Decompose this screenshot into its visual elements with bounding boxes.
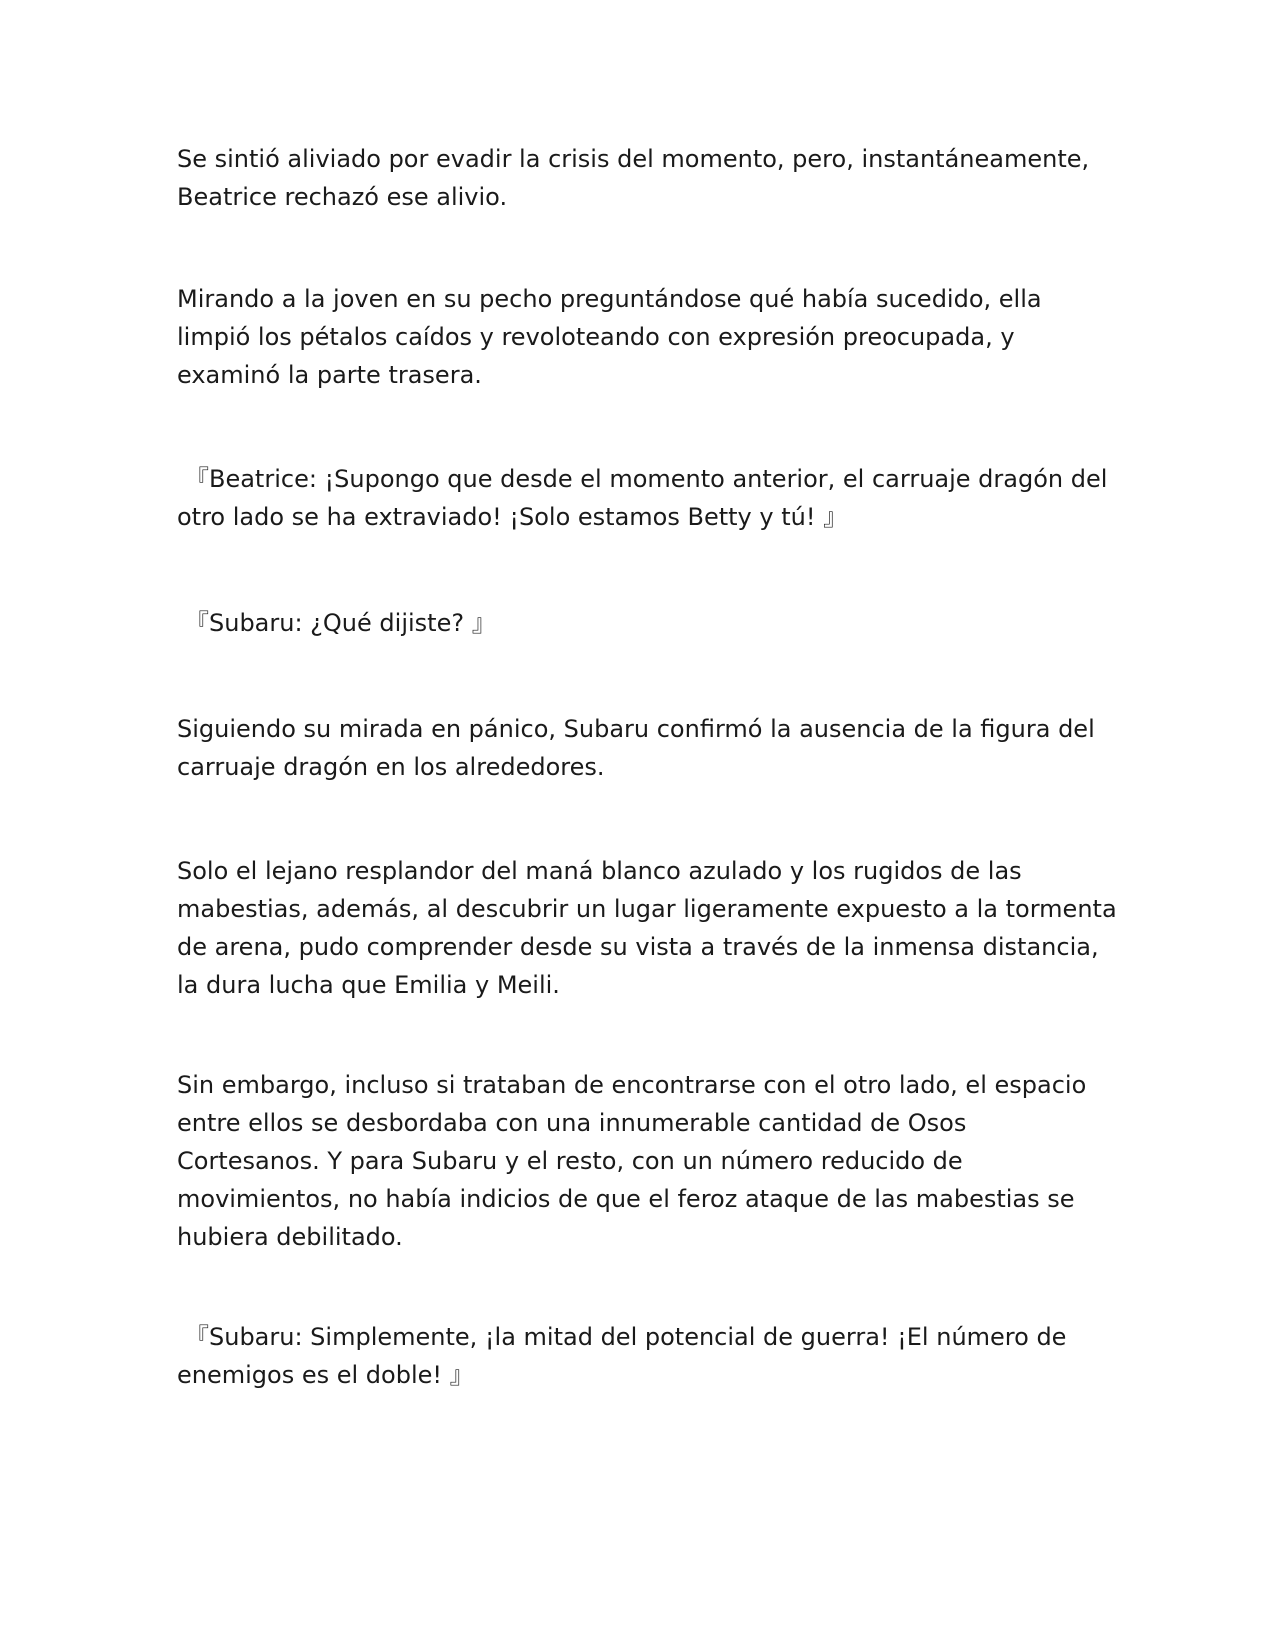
text-line: Cortesanos. Y para Subaru y el resto, con un número reducido de [177, 1147, 963, 1175]
text-line: la dura lucha que Emilia y Meili. [177, 971, 560, 999]
dialogue-subaru-1 [177, 604, 1107, 642]
text-line: Se sintió aliviado por evadir la crisis del momento, pero, instantáneamente, [177, 145, 1090, 173]
text-line: mabestias, además, al descubrir un lugar ligeramente expuesto a la tormenta [177, 895, 1117, 923]
text-line: Beatrice rechazó ese alivio. [177, 183, 508, 211]
text-line: carruaje dragón en los alrededores. [177, 753, 605, 781]
paragraph-4 [177, 852, 1117, 1004]
paragraph-2 [177, 280, 1107, 394]
text-line: 『Subaru: ¿Qué dijiste? 』 [185, 609, 496, 637]
text-line: 『Subaru: Simplemente, ¡la mitad del potencial de guerra! ¡El número de [185, 1323, 1067, 1351]
text-line: entre ellos se desbordaba con una innumerable cantidad de Osos [177, 1109, 967, 1137]
paragraph-3 [177, 710, 1107, 786]
text-line: movimientos, no había indicios de que el feroz ataque de las mabestias se [177, 1185, 1075, 1213]
text-line: 『Beatrice: ¡Supongo que desde el momento anterior, el carruaje dragón del [185, 465, 1108, 493]
text-line: enemigos es el doble! 』 [177, 1361, 474, 1389]
dialogue-subaru-2 [177, 1318, 1107, 1394]
text-line: limpió los pétalos caídos y revoloteando con expresión preocupada, y [177, 323, 1015, 351]
paragraph-1 [177, 140, 1107, 216]
paragraph-5 [177, 1066, 1107, 1256]
text-line: Solo el lejano resplandor del maná blanco azulado y los rugidos de las [177, 857, 1022, 885]
text-line: Sin embargo, incluso si trataban de encontrarse con el otro lado, el espacio [177, 1071, 1087, 1099]
text-line: de arena, pudo comprender desde su vista a través de la inmensa distancia, [177, 933, 1099, 961]
text-line: otro lado se ha extraviado! ¡Solo estamos Betty y tú! 』 [177, 503, 848, 531]
text-line: Siguiendo su mirada en pánico, Subaru confirmó la ausencia de la figura del [177, 715, 1095, 743]
text-line: Mirando a la joven en su pecho preguntándose qué había sucedido, ella [177, 285, 1042, 313]
text-line: hubiera debilitado. [177, 1223, 403, 1251]
dialogue-beatrice [177, 460, 1107, 536]
text-line: examinó la parte trasera. [177, 361, 482, 389]
